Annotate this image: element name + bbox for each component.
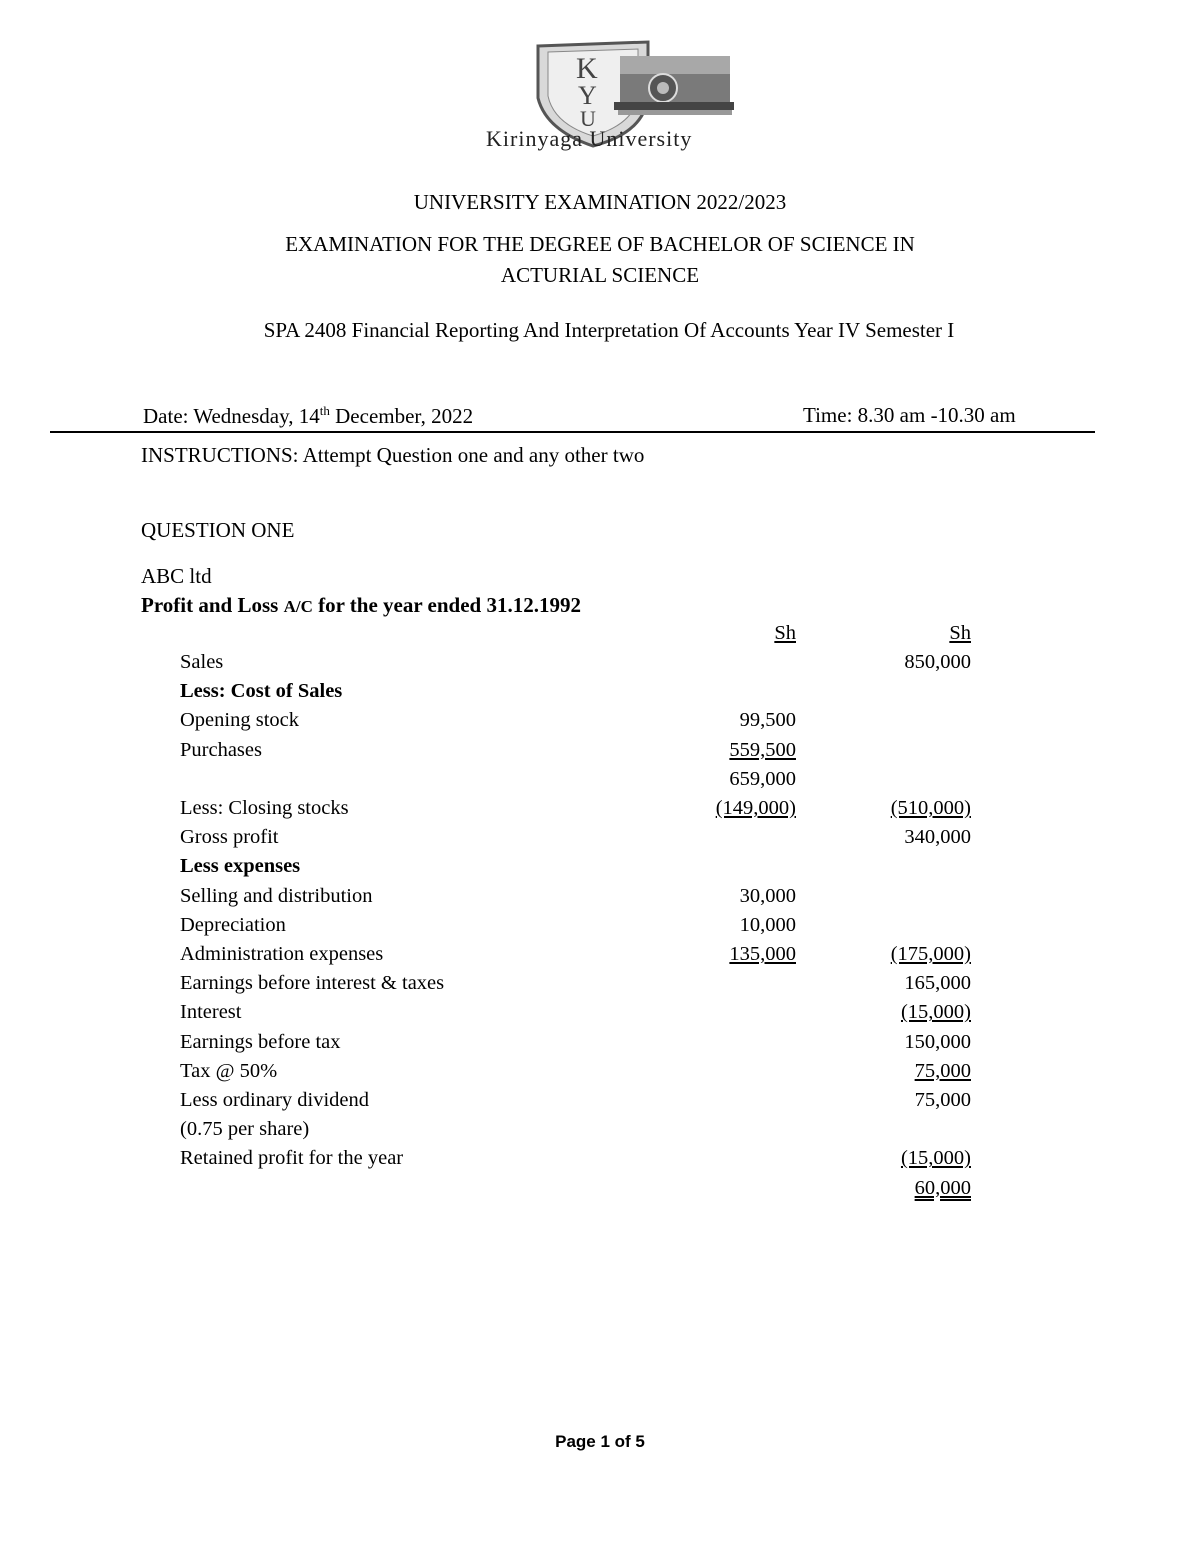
svg-text:K: K — [576, 52, 598, 85]
svg-text:U: U — [580, 106, 596, 131]
university-name: Kirinyaga University — [486, 126, 693, 151]
row-label: Earnings before interest & taxes — [180, 972, 445, 995]
row-label: Sales — [180, 651, 224, 673]
row-label: Tax @ 50% — [180, 1059, 278, 1082]
row-label: Gross profit — [180, 826, 279, 849]
statement-row — [180, 855, 980, 884]
row-amount-col2: 150,000 — [904, 1030, 971, 1053]
row-label: Interest — [180, 1001, 242, 1024]
question-heading: QUESTION ONE — [141, 518, 295, 542]
degree-line-1: EXAMINATION FOR THE DEGREE OF BACHELOR OF SCIENCE IN — [285, 232, 915, 256]
page-number: Page 1 of 5 — [555, 1432, 645, 1451]
statement-row — [180, 1147, 980, 1176]
row-amount-col1: 559,500 — [729, 738, 796, 761]
svg-text:Y: Y — [578, 81, 597, 110]
row-amount-col2: 60,000 — [914, 1176, 971, 1199]
statement-row — [180, 972, 980, 1001]
statement-row — [180, 739, 980, 768]
row-label: Less expenses — [180, 855, 301, 878]
row-label: Depreciation — [180, 913, 286, 936]
statement-row — [180, 1177, 980, 1206]
row-amount-col1: 659,000 — [729, 767, 796, 790]
row-label: Less: Cost of Sales — [180, 680, 343, 703]
statement-row — [180, 768, 980, 797]
row-amount-col2: 75,000 — [914, 1089, 971, 1111]
statement-row — [180, 680, 980, 709]
row-label: Less: Closing stocks — [180, 797, 349, 819]
row-amount-col2: 75,000 — [914, 1059, 971, 1082]
row-amount-col2: 165,000 — [904, 972, 971, 995]
row-amount-col1: 10,000 — [739, 913, 796, 936]
row-label: Retained profit for the year — [180, 1147, 404, 1170]
row-amount-col1: (149,000) — [715, 797, 796, 819]
statement-row — [180, 943, 980, 972]
exam-title: UNIVERSITY EXAMINATION 2022/2023 — [413, 190, 787, 214]
company-name: ABC ltd — [141, 564, 212, 588]
statement-row — [180, 885, 980, 914]
degree-line-2: ACTURIAL SCIENCE — [500, 263, 700, 287]
instructions: INSTRUCTIONS: Attempt Question one and any other two — [141, 443, 645, 467]
date-time-row — [50, 403, 1095, 433]
statement-row — [180, 914, 980, 943]
row-amount-col1: 99,500 — [739, 709, 796, 732]
row-label: Earnings before tax — [180, 1030, 341, 1053]
row-amount-col2: (15,000) — [900, 1147, 971, 1170]
row-amount-col2: 850,000 — [904, 651, 971, 673]
row-amount-col2: (510,000) — [890, 797, 971, 819]
row-amount-col1: 30,000 — [739, 884, 796, 907]
exam-time: Time: 8.30 am -10.30 am — [803, 403, 1016, 427]
statement-row — [180, 1089, 980, 1118]
column-header-1: Sh — [774, 622, 796, 644]
statement-row — [180, 1060, 980, 1089]
column-headers — [180, 622, 980, 651]
statement-title: Profit and Loss A/C for the year ended 31.12.1992 — [141, 593, 581, 617]
column-header-2: Sh — [949, 622, 971, 644]
statement-row — [180, 1118, 980, 1147]
statement-row — [180, 1031, 980, 1060]
row-amount-col2: (15,000) — [900, 1001, 971, 1024]
row-label: (0.75 per share) — [180, 1118, 310, 1141]
row-label: Less ordinary dividend — [180, 1089, 370, 1111]
row-label: Purchases — [180, 738, 262, 761]
statement-row — [180, 651, 980, 680]
row-amount-col1: 135,000 — [729, 943, 796, 965]
statement-row — [180, 826, 980, 855]
exam-date: Date: Wednesday, 14th December, 2022 — [143, 403, 474, 428]
row-label: Administration expenses — [180, 943, 384, 965]
statement-row — [180, 709, 980, 738]
statement-row — [180, 797, 980, 826]
row-amount-col2: 340,000 — [904, 826, 971, 849]
row-label: Selling and distribution — [180, 884, 373, 907]
statement-row — [180, 1001, 980, 1030]
row-label: Opening stock — [180, 709, 299, 732]
course-title: SPA 2408 Financial Reporting And Interpretation Of Accounts Year IV Semester I — [263, 318, 955, 342]
row-amount-col2: (175,000) — [890, 943, 971, 965]
